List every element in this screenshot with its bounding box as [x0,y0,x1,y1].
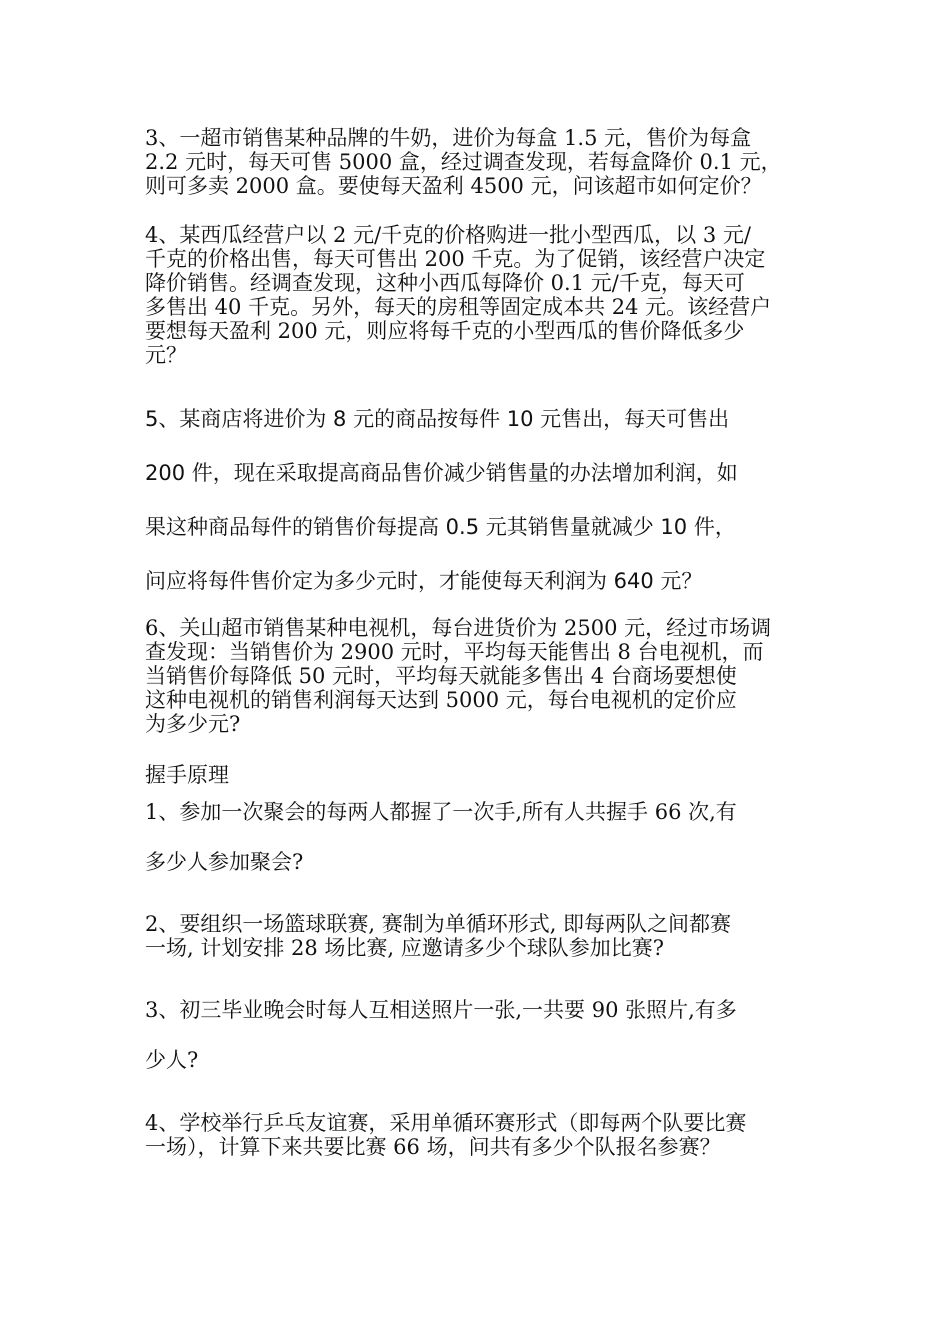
handshake-2 [145,912,810,960]
problem-6-line: 查发现：当销售价为 2900 元时，平均每天能售出 8 台电视机，而 [145,640,764,664]
handshake-1 [145,798,810,876]
problem-6-line: 为多少元? [145,712,241,736]
problem-4 [145,223,810,367]
section-title [145,763,810,787]
handshake-4-line: 4、学校举行乒乓友谊赛，采用单循环赛形式（即每两个队要比赛 [145,1111,747,1135]
problem-5 [145,403,810,597]
problem-4-line: 降价销售。经调查发现，这种小西瓜每降价 0.1 元/千克，每天可 [145,271,745,295]
handshake-3 [145,996,810,1074]
problem-4-line: 元？ [145,343,187,367]
handshake-1-line: 1、参加一次聚会的每两人都握了一次手,所有人共握手 66 次,有 [145,800,737,824]
handshake-4 [145,1111,810,1159]
handshake-3-line: 3、初三毕业晚会时每人互相送照片一张,一共要 90 张照片,有多 [145,998,737,1022]
problem-3-line: 则可多卖 2000 盒。要使每天盈利 4500 元，问该超市如何定价？ [145,174,762,198]
problem-6-line: 6、关山超市销售某种电视机，每台进货价为 2500 元，经过市场调 [145,616,772,640]
problem-5-line: 问应将每件售价定为多少元时，才能使每天利润为 640 元？ [145,569,703,593]
handshake-1-line: 多少人参加聚会? [145,850,304,874]
problem-3 [145,126,810,198]
handshake-2-line: 2、要组织一场篮球联赛, 赛制为单循环形式, 即每两队之间都赛 [145,912,732,936]
problem-3-line: 2.2 元时，每天可售 5000 盒，经过调查发现，若每盒降价 0.1 元， [145,150,782,174]
problem-4-line: 4、某西瓜经营户以 2 元/千克的价格购进一批小型西瓜，以 3 元/ [145,223,751,247]
problem-5-line: 果这种商品每件的销售价每提高 0.5 元其销售量就减少 10 件， [145,515,736,539]
problem-4-line: 千克的价格出售，每天可售出 200 千克。为了促销，该经营户决定 [145,247,766,271]
problem-6 [145,616,810,736]
problem-4-line: 要想每天盈利 200 元，则应将每千克的小型西瓜的售价降低多少 [145,319,745,343]
problem-4-line: 多售出 40 千克。另外，每天的房租等固定成本共 24 元。该经营户 [145,295,772,319]
problem-5-line: 200 件，现在采取提高商品售价减少销售量的办法增加利润，如 [145,461,738,485]
problem-6-line: 这种电视机的销售利润每天达到 5000 元，每台电视机的定价应 [145,688,737,712]
problem-6-line: 当销售价每降低 50 元时，平均每天就能多售出 4 台商场要想使 [145,664,737,688]
handshake-4-line: 一场），计算下来共要比赛 66 场，问共有多少个队报名参赛？ [145,1135,721,1159]
problem-5-line: 5、某商店将进价为 8 元的商品按每件 10 元售出，每天可售出 [145,407,730,431]
handshake-3-line: 少人? [145,1048,199,1072]
handshake-section-title: 握手原理 [145,763,229,787]
handshake-2-line: 一场, 计划安排 28 场比赛, 应邀请多少个球队参加比赛? [145,936,665,960]
problem-3-line: 3、一超市销售某种品牌的牛奶，进价为每盒 1.5 元，售价为每盒 [145,126,752,150]
